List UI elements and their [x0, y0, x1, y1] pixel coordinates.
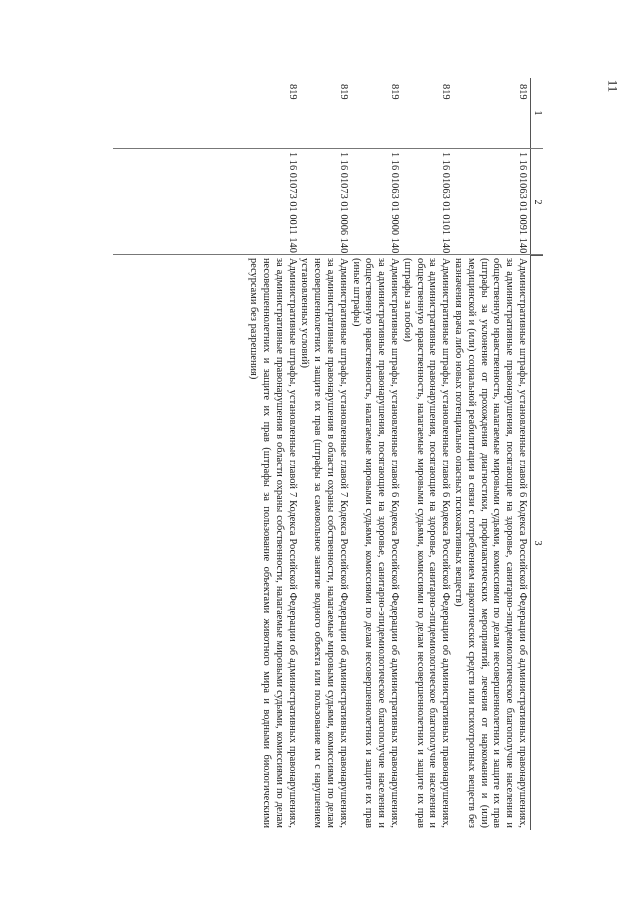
- admin-code: 819: [337, 84, 349, 100]
- table-row: [298, 78, 349, 830]
- admin-code: 819: [440, 84, 452, 100]
- column-divider: [113, 148, 543, 149]
- row-description: Административные штрафы, установленные главой 6 Кодекса Российской Федерации об административных правонарушениях, за административные правонарушения, посягающие на здоровье, санитарно-эпидемиологическое благополучие населения и общественную нравственность, налагаемые мировыми судьями, комиссиями по делам несовершеннолетних и защите их прав (иные штрафы): [350, 258, 401, 828]
- rotated-table: [113, 78, 543, 830]
- column-divider: [113, 254, 543, 255]
- row-description: Административные штрафы, установленные главой 6 Кодекса Российской Федерации об административных правонарушениях, за административные правонарушения, посягающие на здоровье, санитарно-эпидемиологическое благополучие населения и общественную нравственность, налагаемые мировыми судьями, комиссиями по делам несовершеннолетних и защите их прав (штрафы за побои): [401, 258, 452, 828]
- page-number: 11: [605, 79, 621, 93]
- budget-code: 1 16 01063 01 0091 140: [517, 152, 528, 254]
- table-header: [530, 78, 543, 830]
- header-col-3: 3: [532, 540, 543, 546]
- row-description: Административные штрафы, установленные главой 7 Кодекса Российской Федерации об административных правонарушениях, за административные правонарушения в области охраны собственности, налагаемые мировыми судьями, комиссиями по делам несовершеннолетних и защите их прав (штрафы за пользование объектами животного мира и водными биологическими ресурсами без разрешения): [248, 258, 298, 828]
- table-row: [451, 78, 528, 830]
- table-row: [246, 78, 297, 830]
- budget-code: 1 16 01073 01 0011 140: [286, 152, 298, 253]
- table-row: [349, 78, 400, 830]
- row-description: Административные штрафы, установленные главой 7 Кодекса Российской Федерации об административных правонарушениях, за административные правонарушения в области охраны собственности, налагаемые мировыми судьями, комиссиями по делам несовершеннолетних и защите их прав (штрафы за самовольное занятие водного объекта или пользование им с нарушением установленных условий): [299, 258, 349, 828]
- table-row: [400, 78, 451, 830]
- budget-code: 1 16 01063 01 9000 140: [389, 152, 401, 254]
- header-col-1: 1: [531, 78, 543, 149]
- header-col-2: 2: [531, 149, 543, 256]
- admin-code: 819: [389, 84, 401, 100]
- budget-code: 1 16 01063 01 0101 140: [440, 152, 452, 254]
- admin-code: 819: [286, 84, 298, 100]
- row-description: Административные штрафы, установленные главой 6 Кодекса Российской Федерации об административных правонарушениях, за административные правонарушения, посягающие на здоровье, санитарно-эпидемиологическое благополучие населения и общественную нравственность, налагаемые мировыми судьями, комиссиями по делам несовершеннолетних и защите их прав (штрафы за уклонение от прохождения диагностики, профилактических мероприятий, лечения от наркомании и (или) медицинской и (или) социальной реабилитации в связи с потреблением наркотических средств или психотропных веществ без назначения врача либо новых потенциально опасных психоактивных веществ): [453, 258, 528, 828]
- admin-code: 819: [517, 84, 528, 100]
- budget-code: 1 16 01073 01 0006 140: [337, 152, 349, 254]
